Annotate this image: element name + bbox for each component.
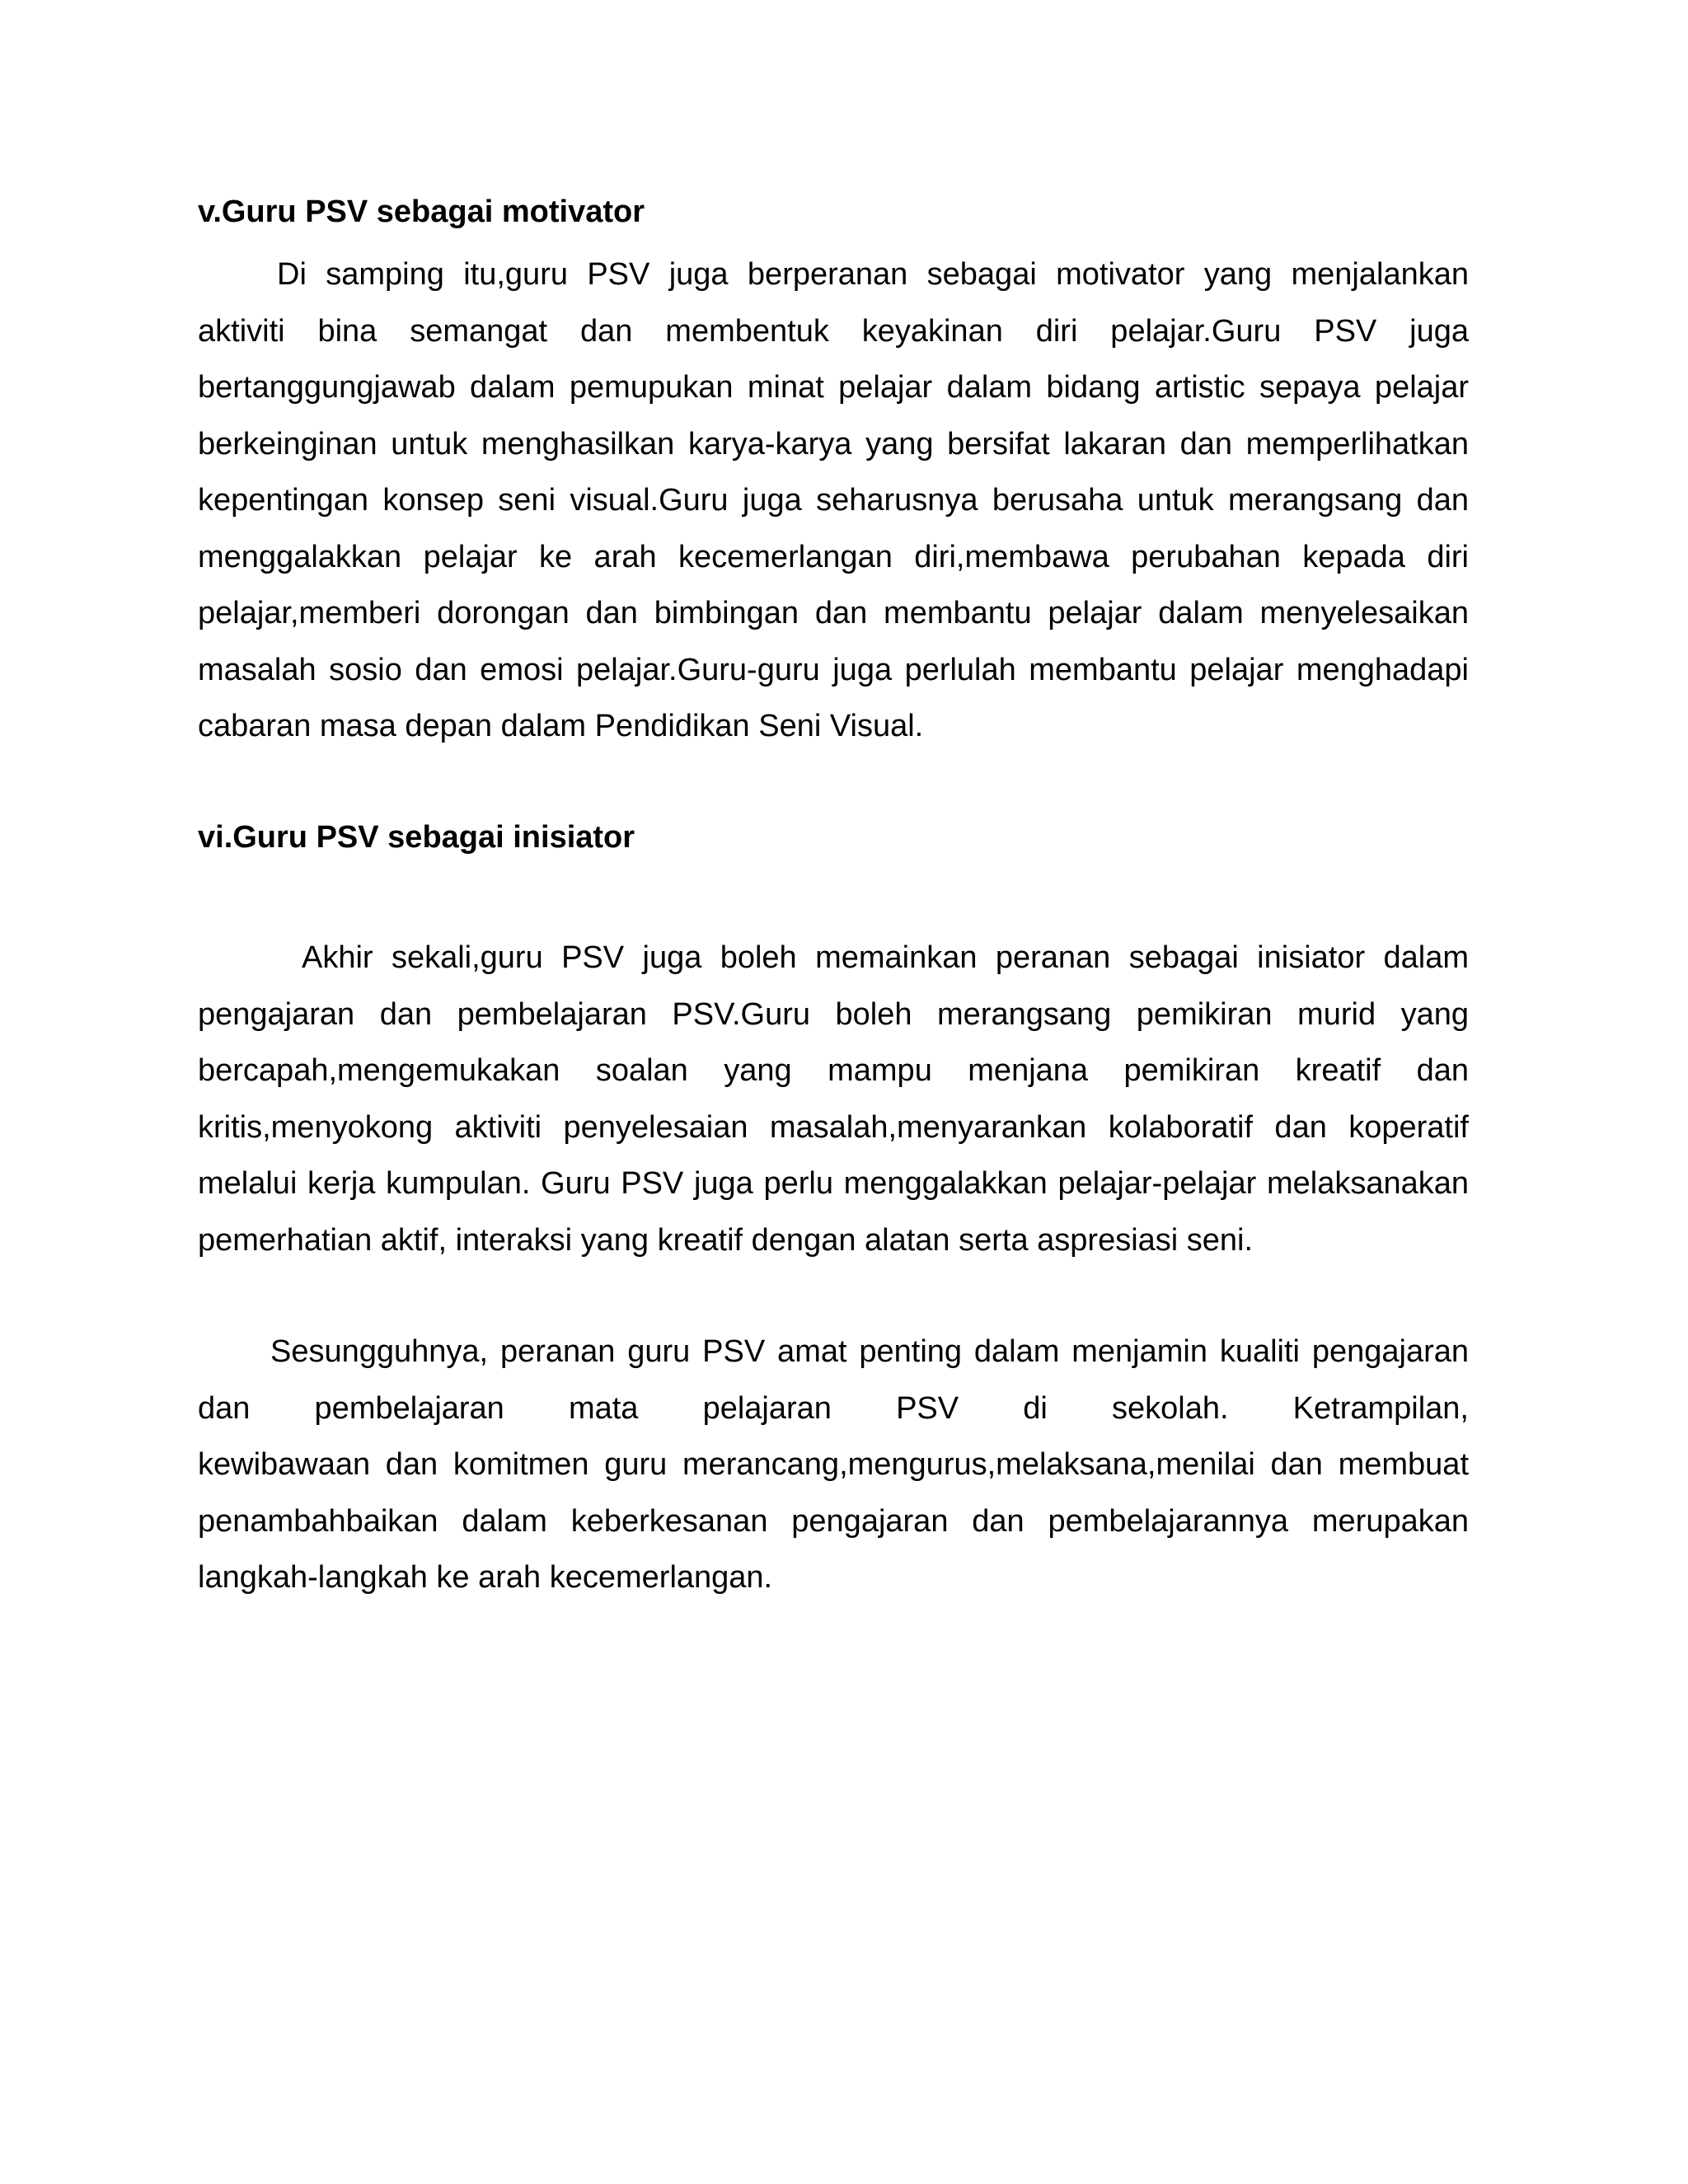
conclusion-remaining-lines: kewibawaan dan komitmen guru merancang,mengurus,melaksana,menilai dan membuat penambahbaikan dalam keberkesanan pengajaran dan pembelajarannya merupakan langkah-langkah ke arah kecemerlangan. xyxy=(198,1447,1469,1595)
conclusion-paragraph xyxy=(198,1324,1469,1606)
conclusion-first-line: Sesungguhnya, peranan guru PSV amat penting dalam menjamin kualiti pengajaran dan pembelajaran mata pelajaran PSV di sekolah. Ketrampilan, xyxy=(198,1334,1469,1426)
section-paragraph-motivator: Di samping itu,guru PSV juga berperanan sebagai motivator yang menjalankan aktiviti bina semangat dan membentuk keyakinan diri pelajar.Guru PSV juga bertanggungjawab dalam pemupukan minat pelajar dalam bidang artistic sepaya pelajar berkeinginan untuk menghasilkan karya-karya yang bersifat lakaran dan memperlihatkan kepentingan konsep seni visual.Guru juga seharusnya berusaha untuk merangsang dan menggalakkan pelajar ke arah kecemerlangan diri,membawa perubahan kepada diri pelajar,memberi dorongan dan bimbingan dan membantu pelajar dalam menyelesaikan masalah sosio dan emosi pelajar.Guru-guru juga perlulah membantu pelajar menghadapi cabaran masa depan dalam Pendidikan Seni Visual. xyxy=(198,257,1469,743)
section-heading-inisiator: vi.Guru PSV sebagai inisiator xyxy=(198,820,635,855)
section-heading-motivator: v.Guru PSV sebagai motivator xyxy=(198,194,645,229)
section-paragraph-inisiator: Akhir sekali,guru PSV juga boleh memainkan peranan sebagai inisiator dalam pengajaran dan pembelajaran PSV.Guru boleh merangsang pemikiran murid yang bercapah,mengemukakan soalan yang mampu menjana pemikiran kreatif dan kritis,menyokong aktiviti penyelesaian masalah,menyarankan kolaboratif dan koperatif melalui kerja kumpulan. Guru PSV juga perlu menggalakkan pelajar-pelajar melaksanakan pemerhatian aktif, interaksi yang kreatif dengan alatan serta aspresiasi seni. xyxy=(198,940,1469,1258)
